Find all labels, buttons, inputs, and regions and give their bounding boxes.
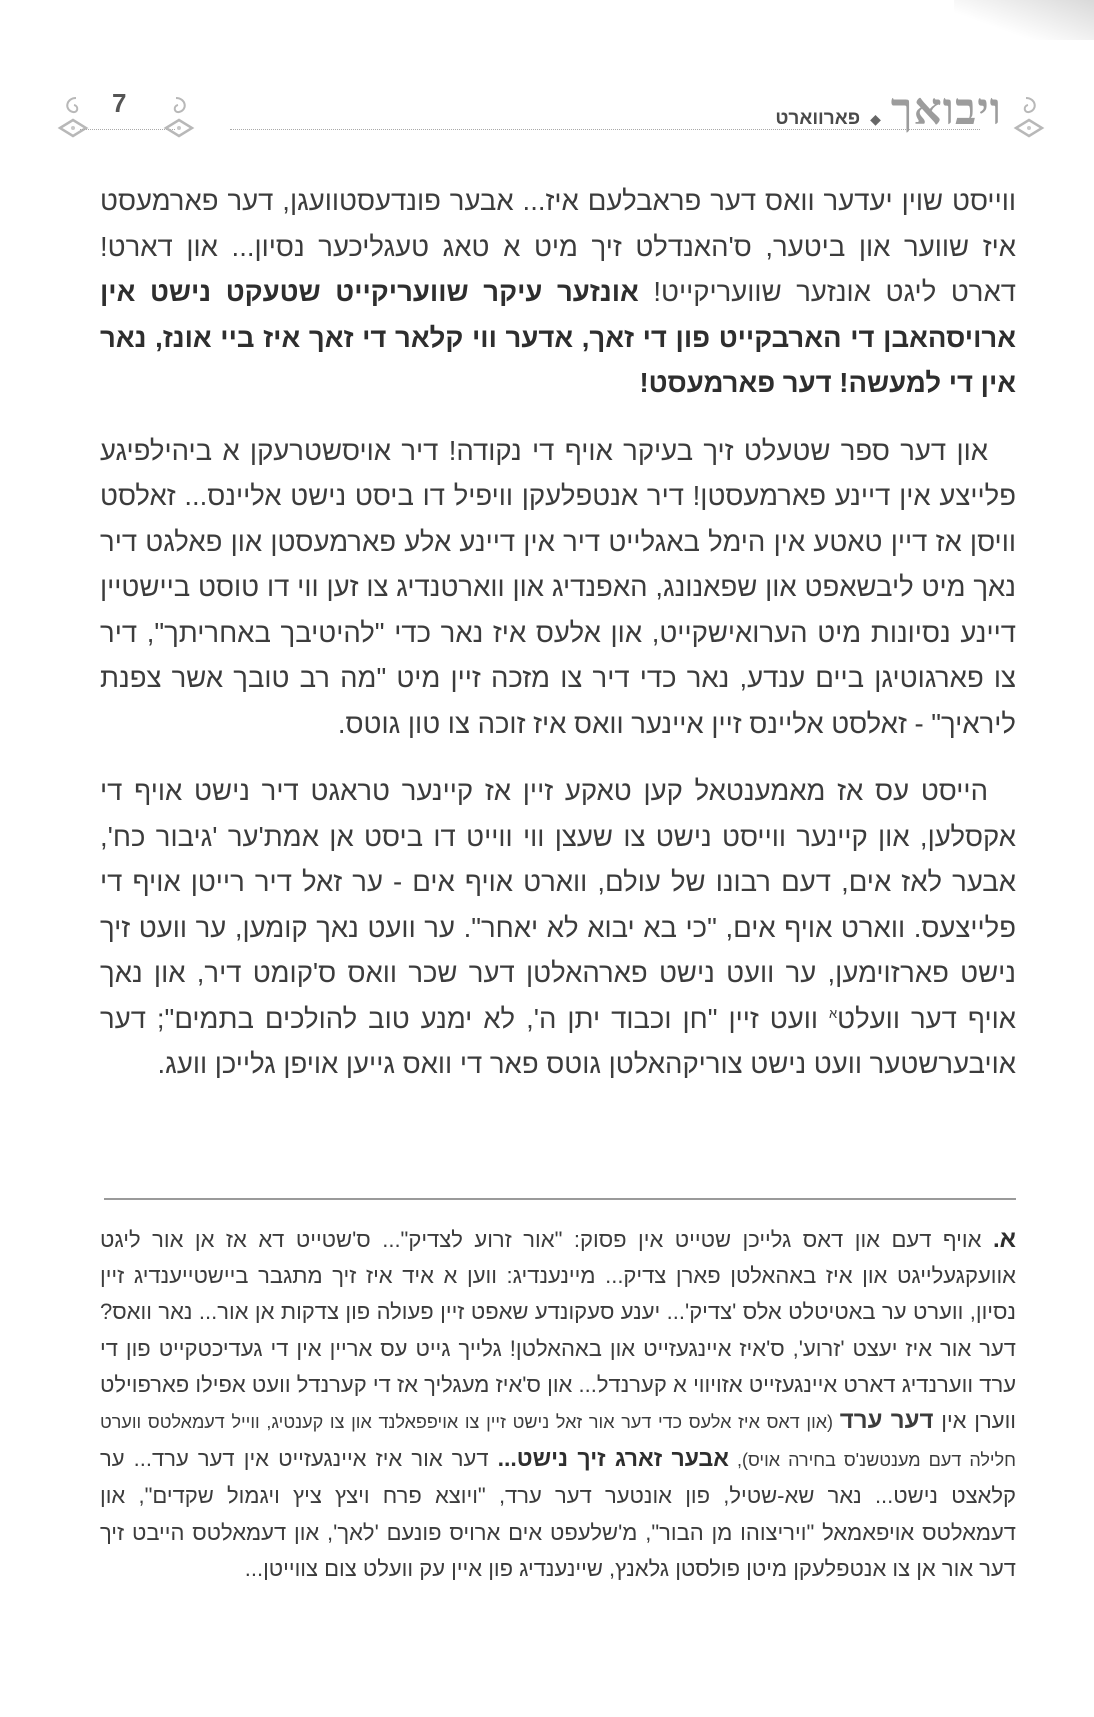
paragraph-3-text: הייסט עס אז מאמענטאל קען טאקע זיין אז קיינער טראגט דיר נישט אויף די אקסלען, און קיינער ווייסט נישט צו שעצן ווי ווייט דו ביסט אן אמת'ער 'גיבור כח', אבער לאז אים, דעם רבונו של עולם, ווארט אויף אים - ער זאל דיר רייטן אויף די פלייצעס. ווארט אויף אים, "כי בא יבוא לא יאחר". ער וועט נאך קומען, ער וועט זיך נישט פארזוימען, ער וועט נישט פארהאלטן דער שכר וואס ס'קומט דיר, און נאך אויף דער וועלט <box>100 775 1016 1034</box>
scroll-flourish-icon <box>56 94 90 138</box>
scroll-flourish-icon <box>1012 94 1046 138</box>
paragraph-3-text-continued: וועט זיין "חן וכבוד יתן ה', לא ימנע טוב להולכים בתמים"; דער אויבערשטער וועט נישט צוריקהאלטן גוטס פאר די וואס גייען אויפן גלייכן וועג. <box>100 1002 1016 1079</box>
paragraph-3 <box>100 768 1016 1087</box>
footnote-parenthetical: (און דאס איז אלעס כדי דער אור זאל נישט זיין צו אויפפאלנד און צו קענטיג, ווייל דעמאלטס ווערט חלילה דעם מענטשנ'ס בחירה אויס), <box>100 1412 1016 1471</box>
header-rule-left <box>80 129 175 130</box>
main-text <box>100 178 1016 1109</box>
header-title-group <box>775 84 1002 135</box>
footnote-text: אויף דעם און דאס גלייכן שטייט אין פסוק: "אור זרוע לצדיק"... ס'שטייט דא אז אן אור ליגט אוועקגעלייגט און איז באהאלטן פארן צדיק... מיינענדיג: ווען א איד איז זיך מתגבר ביישטייענדיג זיין נסיון, ווערט ער באטיטלט אלס 'צדיק'... יענע סעקונדע שאפט זיין פעולה פון צדקות אן אור... נאר וואס? דער אור איז יעצט 'זרוע', ס'איז איינגעזייט און באהאלטן! גלייך גייט עס אריין אין די געדיכטקייט פון די ערד ווערנדיג דארט איינגעזייט אזויווי א קערנדל... און ס'איז מעגליך אז די קערנדל וועט אפילו פארפוילט ווערן אין <box>100 1227 1017 1434</box>
scroll-flourish-icon <box>162 94 196 138</box>
footnote-label: א. <box>992 1226 1016 1253</box>
page-edge-shadow <box>954 0 1094 40</box>
diamond-separator-icon: ◆ <box>870 112 881 128</box>
footnote-reference-marker[interactable]: א <box>828 1005 838 1021</box>
paragraph-1-text: ווייסט שוין יעדער וואס דער פראבלעם איז... אבער פונדעסטוועגן, דער פארמעסט איז שווער און ביטער, ס'האנדלט זיך מיט א טאג טעגליכער נסיון... און דארט! דארט ליגט אונזער שוועריקייט! <box>100 185 1016 307</box>
footnote-divider <box>104 1198 1016 1200</box>
page-number: 7 <box>112 88 127 118</box>
book-title: ויבואך <box>890 84 1002 135</box>
footnote-text-continued: דער אור איז איינגעזייט אין דער ערד... ער קלאצט נישט... נאר שא-שטיל, פון אונטער דער ערד, "ויוצא פרח ויצץ ציץ ויגמול שקדים", און דעמאלטס אויפאמאל "ויריצוהו מן הבור", מ'שלעפט אים ארויס פונעם 'לאך', און דעמאלטס הייבט זיך דער אור אן צו אנטפלעקן מיטן פולסטן גלאנץ, שיינענדיג פון איין עק וועלט צום צווייטן... <box>100 1446 1016 1581</box>
footnotes <box>100 1222 1016 1587</box>
footnote-emphasis-earth: דער ערד <box>839 1407 934 1435</box>
paragraph-2: און דער ספר שטעלט זיך בעיקר אויף די נקודה! דיר אויסשטרעקן א ביהילפיגע פלייצע אין דיינע פארמעסטן! דיר אנטפלעקן וויפיל דו ביסט נישט אליינס... זאלסט וויסן אז דיין טאטע אין הימל באגלייט דיר אין דיינע אלע פארמעסטן און פאלגט דיר נאך מיט ליבשאפט און שפאנונג, האפנדיג און ווארטנדיג צו זען ווי דו טוסט ביישטיין דיינע נסיונות מיט הערואישקייט, און אלעס איז נאר כדי "להיטיבך באחריתך", דיר צו פארגוטיגן ביים ענדע, נאר כדי דיר צו מזכה זיין מיט "מה רב טובך אשר צפנת ליראיך" - זאלסט אליינס זיין איינער וואס איז זוכה צו טון גוטס. <box>100 434 1016 739</box>
section-title: פארווארט <box>775 108 861 129</box>
footnote-emphasis-worry: אבער זארג זיך נישט... <box>497 1445 729 1472</box>
footnote-a <box>100 1222 1016 1587</box>
paragraph-1-emphasis: אונזער עיקר שוועריקייט שטעקט נישט אין ארויסהאבן די הארבקייט פון די זאך, אדער ווי קלאר די זאך איז ביי אונז, נאר אין די למעשה! דער פארמעסט! <box>100 276 1016 398</box>
running-header <box>40 84 1050 144</box>
paragraph-1 <box>100 178 1016 406</box>
